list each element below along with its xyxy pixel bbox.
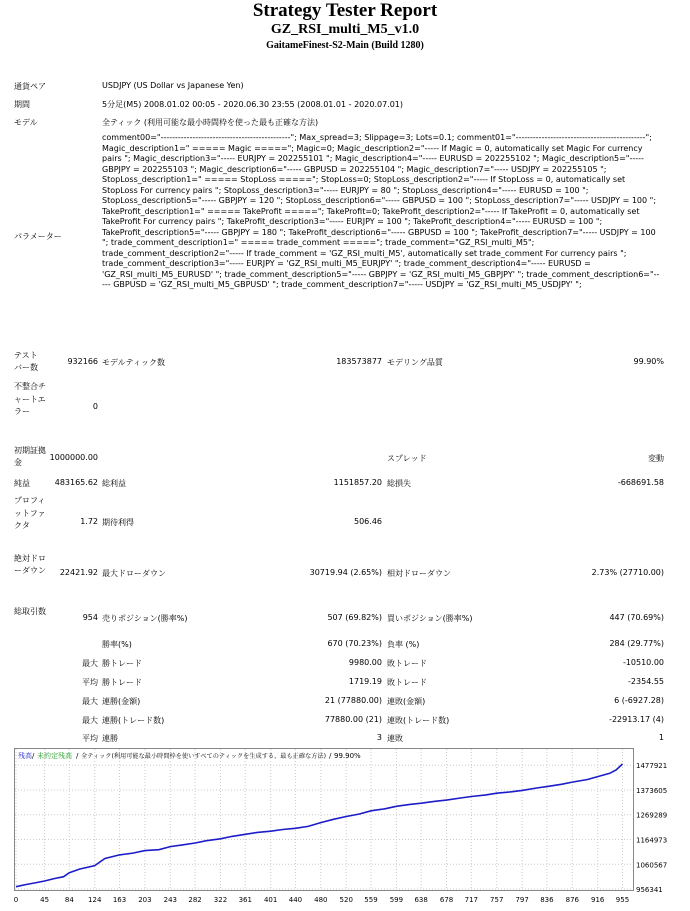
largest-win-value: 9980.00 <box>348 658 382 667</box>
pf-label: プロフィットファクタ <box>14 496 46 530</box>
consec-loss-value: -22913.17 (4) <box>609 715 664 724</box>
x-tick-label: 559 <box>364 896 378 904</box>
x-tick-label: 678 <box>439 896 454 904</box>
max2-prefix: 最大 <box>82 716 98 725</box>
trades-value: 954 <box>82 613 98 622</box>
x-tick-label: 916 <box>591 896 605 904</box>
x-tick-label: 638 <box>414 896 428 904</box>
plot-frame <box>15 749 634 891</box>
abs-dd-value: 22421.92 <box>59 568 98 577</box>
x-tick-label: 440 <box>288 896 303 904</box>
avg-consec-losses-label: 連敗 <box>387 734 403 743</box>
bars-value: 932166 <box>67 357 98 366</box>
rel-dd-value: 2.73% (27710.00) <box>591 568 664 577</box>
x-tick-label: 757 <box>490 896 504 904</box>
net-label: 純益 <box>14 479 30 488</box>
x-tick-label: 480 <box>314 896 328 904</box>
net-value: 483165.62 <box>54 478 98 487</box>
symbol-value: USDJPY (US Dollar vs Japanese Yen) <box>102 81 244 90</box>
x-tick-label: 203 <box>138 896 152 904</box>
consec-wins-value: 21 (77880.00) <box>324 696 382 705</box>
avg2-prefix: 平均 <box>82 734 98 743</box>
avg-loss-value: -2354.55 <box>628 677 664 686</box>
payoff-label: 期待利得 <box>102 518 134 527</box>
consec-profit-label: 連勝(トレード数) <box>102 716 165 725</box>
max-dd-value: 30719.94 (2.65%) <box>309 568 382 577</box>
balance-chart <box>14 748 674 908</box>
consec-wins-label: 連勝(金額) <box>102 697 141 706</box>
x-tick-label: 84 <box>64 896 74 904</box>
y-tick-label: 1269289 <box>636 811 668 820</box>
win-label: 勝率(%) <box>102 640 132 649</box>
symbol-label: 通貨ペア <box>14 82 46 91</box>
deposit-value: 1000000.00 <box>49 453 98 462</box>
x-tick-label: 163 <box>112 896 127 904</box>
legend-separator-1: / <box>32 752 35 760</box>
period-label: 期間 <box>14 100 30 109</box>
win-value: 670 (70.23%) <box>327 639 382 648</box>
x-tick-label: 797 <box>515 896 529 904</box>
model-label: モデル <box>14 118 38 127</box>
y-tick-label: 1477921 <box>636 762 668 771</box>
rel-dd-label: 相対ドローダウン <box>387 569 451 578</box>
x-tick-label: 401 <box>263 896 278 904</box>
quality-value: 99.90% <box>633 357 664 366</box>
mismatch-label: 不整合チャートエラー <box>14 382 46 416</box>
mismatch-value: 0 <box>92 402 98 411</box>
y-tick-label: 1060567 <box>636 861 668 870</box>
legend-balance: 残高 <box>18 752 32 760</box>
gross-loss-label: 総損失 <box>387 479 411 488</box>
x-tick-label: 599 <box>389 896 404 904</box>
largest-prefix: 最大 <box>82 659 98 668</box>
x-tick-label: 322 <box>213 896 228 904</box>
deposit-label: 初期証拠金 <box>14 446 46 467</box>
y-tick-label: 1373605 <box>636 786 668 795</box>
quality-label: モデリング品質 <box>387 358 443 367</box>
spread-label: スプレッド <box>387 454 427 463</box>
short-label: 売りポジション(勝率%) <box>102 614 188 623</box>
period-value: 5分足(M5) 2008.01.02 00:05 - 2020.06.30 23:55 (2008.01.01 - 2020.07.01) <box>102 100 404 109</box>
legend-separator-3: / <box>329 752 332 760</box>
long-label: 買いポジション(勝率%) <box>387 614 473 623</box>
legend-model: 全ティック(利用可能な最小時間枠を使いすべてのティックを生成する、最も正確な方法) <box>81 753 327 760</box>
server-name: GaitameFinest-S2-Main (Build 1280) <box>266 40 424 51</box>
avg-consec-losses-value: 1 <box>658 733 664 742</box>
x-tick-label: 520 <box>339 896 353 904</box>
x-tick-label: 836 <box>540 896 554 904</box>
report-title: Strategy Tester Report <box>252 0 438 21</box>
x-tick-label: 243 <box>163 896 178 904</box>
x-tick-label: 955 <box>615 896 630 904</box>
x-tick-label: 282 <box>188 896 202 904</box>
largest-loss-value: -10510.00 <box>622 658 664 667</box>
abs-dd-label: 絶対ドローダウン <box>14 554 46 575</box>
trades-label: 総取引数 <box>14 607 46 616</box>
x-tick-label: 361 <box>238 896 252 904</box>
spread-value: 変動 <box>648 454 664 463</box>
gross-profit-value: 1151857.20 <box>333 478 382 487</box>
x-tick-label: 45 <box>40 896 50 904</box>
params-value: comment00="---------------------------------------------"; Max_spread=3; Slippage=3; Lots=0.1; comment01="---------------------------------------------"; Magic_description1=" ===== Magic ====="; Magic=0; Magic_description2="----- If Magic = 0, automatically set Magic For currency pairs "; Magic_description3="----- EURJPY = 202255101 "; Magic_description4="----- EURUSD = 202255102 "; Magic_description5="----- GBPJPY = 202255103 "; Magic_description6="----- GBPUSD = 202255104 "; Magic_description7="----- USDJPY = 202255105 "; StopLoss_description1=" ===== StopLoss ====="; StopLoss=0; StopLoss_description2="----- If StopLoss = 0, automatically set StopLoss For currency pairs "; StopLoss_description3="----- EURJPY = 80 "; StopLoss_description4="----- EURUSD = 100 "; StopLoss_description5="----- GBPJPY = 120 "; StopLoss_description6="----- GBPUSD = 100 "; StopLoss_description7="----- USDJPY = 100 "; TakeProfit_description1=" ===== TakeProfit ====="; TakeProfit=0; TakeProfit_description2="----- If TakeProfit = 0, automatically set TakeProfit For currency pairs "; TakeProfit_description3="----- EURJPY = 100 "; TakeProfit_description4="----- EURUSD = 100 "; TakeProfit_description5="----- GBPJPY = 180 "; TakeProfit_description6="----- GBPUSD = 100 "; TakeProfit_description7="----- USDJPY = 100 "; trade_comment_description1=" ===== trade_comment ====="; trade_comment="GZ_RSI_multi_M5"; trade_comment_description2="----- If trade_comment = 'GZ_RSI_multi_M5', automatically set trade_comment For currency pairs "; trade_comment_description3="----- EURJPY = 'GZ_RSI_multi_M5_EURJPY' "; trade_comment_description4="----- EURUSD = 'GZ_RSI_multi_M5_EURUSD' "; trade_comment_description5="----- GBPJPY = 'GZ_RSI_multi_M5_GBPJPY' "; trade_comment_description6="----- GBPUSD = 'GZ_RSI_multi_M5_GBPUSD' "; trade_comment_description7="----- USDJPY = 'GZ_RSI_multi_M5_USDJPY' "; <box>102 133 660 289</box>
avg-loss-label: 敗トレード <box>387 678 427 687</box>
short-value: 507 (69.82%) <box>327 613 382 622</box>
x-tick-label: 717 <box>464 896 479 904</box>
avg-consec-wins-label: 連勝 <box>102 734 118 743</box>
max-prefix: 最大 <box>82 697 98 706</box>
y-tick-label: 1164973 <box>636 836 668 845</box>
x-tick-label: 124 <box>88 896 102 904</box>
payoff-value: 506.46 <box>354 517 382 526</box>
loss-label: 負率 (%) <box>387 640 420 649</box>
avg-consec-wins-value: 3 <box>376 733 382 742</box>
consec-losses-label: 連敗(金額) <box>387 697 426 706</box>
largest-win-label: 勝トレード <box>102 659 142 668</box>
max-dd-label: 最大ドローダウン <box>102 569 166 578</box>
consec-losses-value: 6 (-6927.28) <box>614 696 664 705</box>
legend-lot: 未約定残高 <box>37 752 72 760</box>
legend-separator-2: / <box>76 752 79 760</box>
avg-prefix: 平均 <box>82 678 98 687</box>
avg-win-label: 勝トレード <box>102 678 142 687</box>
bars-label: テスト バー数 <box>14 351 38 372</box>
loss-value: 284 (29.77%) <box>609 639 664 648</box>
gross-profit-label: 総利益 <box>102 479 126 488</box>
avg-win-value: 1719.19 <box>348 677 382 686</box>
ticks-label: モデルティック数 <box>102 358 165 367</box>
long-value: 447 (70.69%) <box>609 613 664 622</box>
expert-name: GZ_RSI_multi_M5_v1.0 <box>270 22 420 37</box>
consec-profit-value: 77880.00 (21) <box>324 715 382 724</box>
y-tick-label: 956341 <box>636 886 663 894</box>
consec-loss-label: 連敗(トレード数) <box>387 716 450 725</box>
largest-loss-label: 敗トレード <box>387 659 427 668</box>
pf-value: 1.72 <box>80 517 98 526</box>
model-value: 全ティック (利用可能な最小時間枠を使った最も正確な方法) <box>102 118 319 127</box>
ticks-value: 183573877 <box>336 357 382 366</box>
gross-loss-value: -668691.58 <box>617 478 664 487</box>
params-label: パラメーター <box>14 232 62 241</box>
legend-quality: 99.90% <box>334 752 361 760</box>
x-tick-label: 876 <box>565 896 579 904</box>
x-tick-label: 0 <box>14 896 19 904</box>
